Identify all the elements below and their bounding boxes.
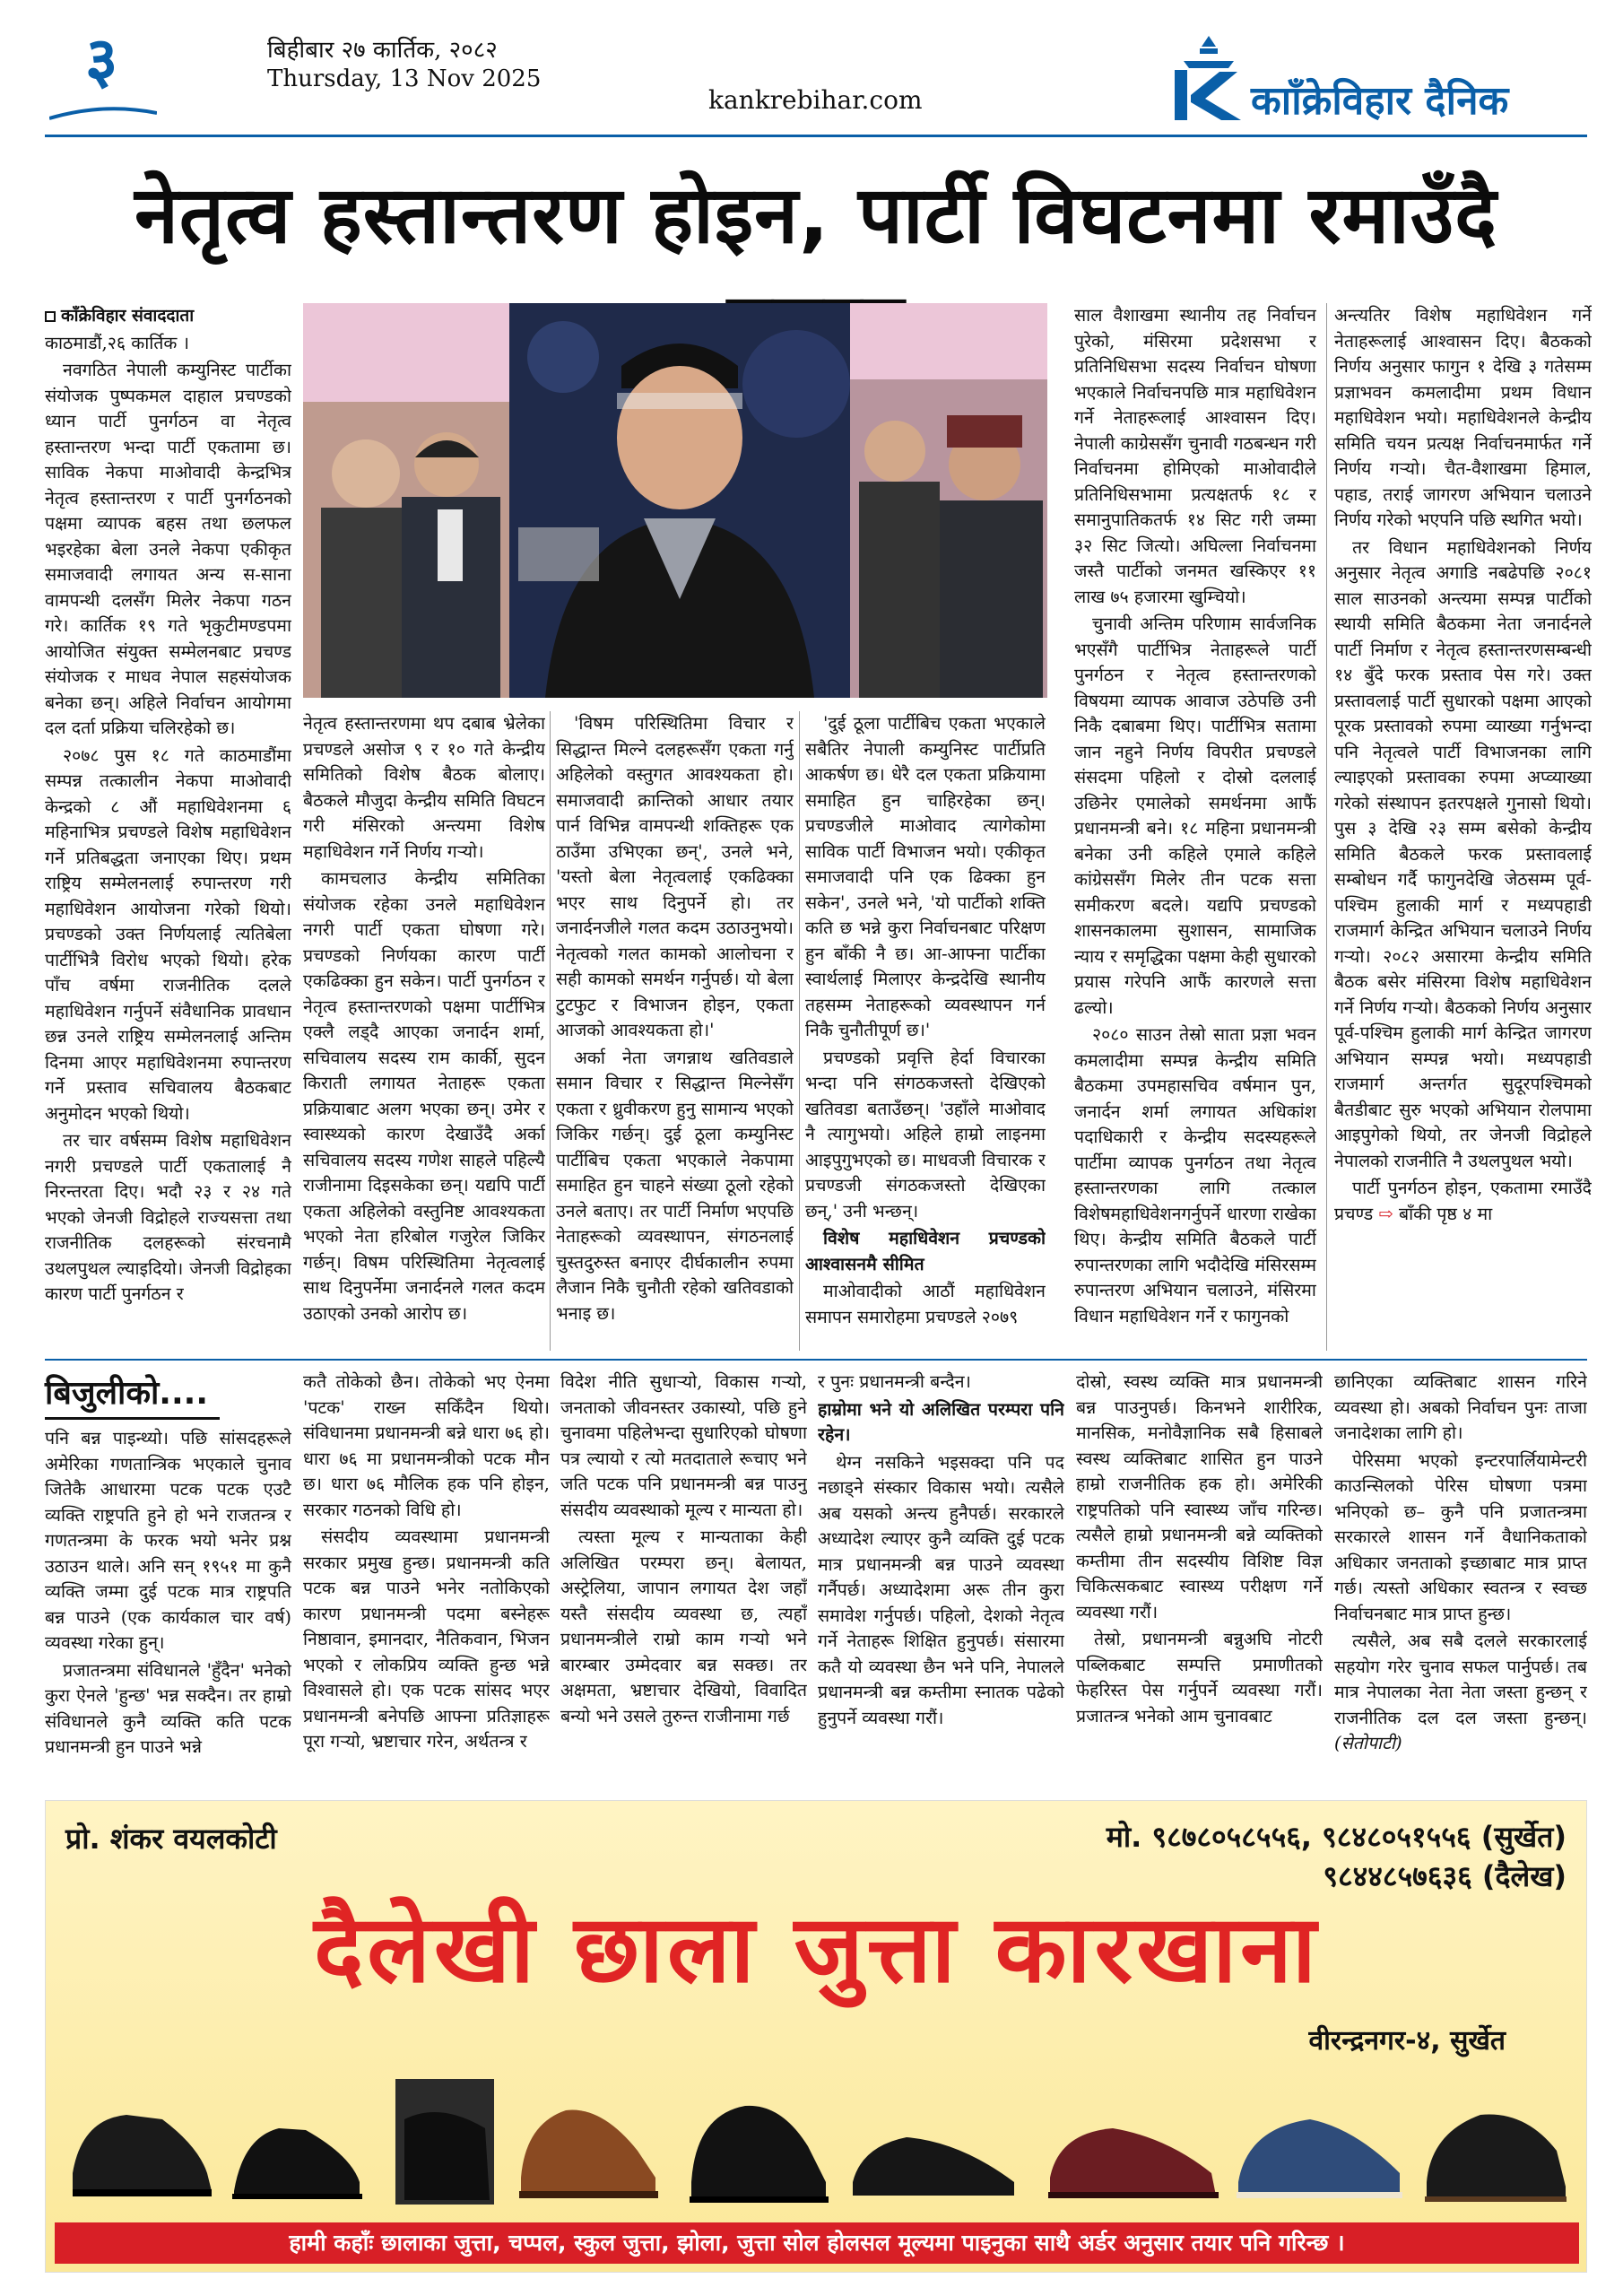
photo-leaders-left [303,402,509,698]
website-link[interactable]: kankrebihar.com [708,85,923,115]
issue-date [267,36,541,93]
bijuli-column-3 [560,1370,807,1796]
paragraph: प्रजातन्त्रमा संविधानले 'हुँदैन' भनेको कुरा ऐनले 'हुन्छ' भन्न सक्दैन। तर हाम्रो संविधानले कुनै व्यक्ति कति पटक प्रधानमन्त्री हुन पाउने भन्ने [45,1659,291,1757]
article-column-4 [805,711,1046,1351]
paragraph: प्रचण्डको प्रवृत्ति हेर्दा विचारका भन्दा पनि संगठकजस्तो देखिएको खतिवडा बताउँछन्। 'उहाँले माओवाद नै त्यागुभयो। अहिले हाम्रो लाइनमा आइपुगुभएको छ। माधवजी विचारक र प्रचण्डजी संगठकजस्तो देखिएका छन्,' उनी भन्छन्। [805,1047,1046,1222]
paragraph: तर विधान महाधिवेशनको निर्णय अनुसार नेतृत्व अगाडि नबढेपछि २०८१ साल साउनको अन्त्यमा सम्पन्न पार्टीको स्थायी समिति बैठकमा नेता जनार्दनले पार्टी निर्माण र नेतृत्व हस्तान्तरणसम्बन्धी १४ बुँदे फरक प्रस्ताव पेस गरे। उक्त प्रस्तावलाई पार्टी सुधारको पक्षमा आएको पूरक प्रस्तावको रुपमा व्याख्या गर्नुभन्दा पनि नेतृत्वले पार्टी विभाजनका लागि ल्याइएको प्रस्तावका रुपमा अप्व्याख्या गरेको संस्थापन इतरपक्षले गुनासो थियो। पुस ३ देखि २३ सम्म बसेको केन्द्रीय समिति बैठकले फरक प्रस्तावलाई सम्बोधन गर्दै फागुनदेखि जेठसम्म पूर्व-पश्चिम हुलाकी मार्ग र मध्यपहाडी राजमार्ग केन्द्रित अभियान चलाउने निर्णय गऱ्यो। २०८२ असारमा केन्द्रीय समिति बैठक बसेर मंसिरमा विशेष महाधिवेशन गर्ने निर्णय गऱ्यो। बैठकको निर्णय अनुसार पूर्व-पश्चिम हुलाकी मार्ग केन्द्रित जागरण अभियान सम्पन्न भयो। मध्यपहाडी राजमार्ग अन्तर्गत सुदूरपश्चिमको बैतडीबाट सुरु भएको अभियान रोलपामा आइपुगेको थियो, तर जेनजी विद्रोहले नेपालको राजनीति नै उथलपुथल भयो। [1334,536,1592,1171]
shoe-icon [853,2137,1014,2196]
date-english: Thursday, 13 Nov 2025 [267,65,542,92]
photo-leaders-right [850,379,1047,698]
article-column-3 [556,711,794,1351]
byline: काँक्रेविहार संवाददाता [45,303,291,329]
paragraph: २०७८ पुस १८ गते काठमाडौंमा सम्पन्न तत्कालीन नेकपा माओवादी केन्द्रको ८ औं महाधिवेशनमा ६ महिनाभित्र प्रचण्डले विशेष महाधिवेशन गर्ने प्रतिबद्धता जनाएका थिए। प्रथम राष्ट्रिय सम्मेलनलाई रुपान्तरण गरी महाधिवेशन आयोजना गरेको थियो। प्रचण्डको उक्त निर्णयलाई त्यतिबेला पार्टीभित्रै विरोध भएको थियो। हरेक पाँच वर्षमा राजनीतिक दलले महाधिवेशन गर्नुपर्ने संवैधानिक प्रावधान छन्न उनले राष्ट्रिय सम्मेलनलाई अन्तिम दिनमा आएर महाधिवेशनमा रुपान्तरण गर्ने प्रस्ताव सचिवालय बैठकबाट अनुमोदन भएको थियो। [45,744,291,1124]
article-photo-block [303,303,1047,698]
shoe-icon [73,2115,212,2196]
main-headline: नेतृत्व हस्तान्तरण होइन, पार्टी विघटनमा रमाउँदै [135,169,1497,261]
paragraph: तेस्रो, प्रधानमन्त्री बन्नुअघि नोटरी पब्लिकबाट सम्पत्ति प्रमाणीतको फेहरिस्त पेस गर्नुपर्ने व्यवस्था गरौं। प्रजातन्त्र भनेको आम चुनावबाट [1076,1629,1323,1726]
paragraph: कतै तोकेको छैन। तोकेको भए ऐनमा 'पटक' राख्न सकिँदैन थियो। संविधानमा प्रधानमन्त्री बन्ने धारा ७६ हो। धारा ७६ मा प्रधानमन्त्रीको पटक मौन छ। धारा ७६ मौलिक हक पनि होइन, सरकार गठनको विधि हो। [303,1371,550,1520]
paragraph: साल वैशाखमा स्थानीय तह निर्वाचन पुरेको, मंसिरमा प्रदेशसभा र प्रतिनिधिसभा सदस्य निर्वाचन घोषणा भएकाले निर्वाचनपछि मात्र महाधिवेशन गर्ने नेताहरूलाई आश्वासन दिए। नेपाली काग्रेससँग चुनावी गठबन्धन गरी निर्वाचनमा होमिएको माओवादीले प्रतिनिधिसभामा प्रत्यक्षतर्फ १८ र समानुपातिकतर्फ १४ सिट गरी जम्मा ३२ सिट जित्यो। अघिल्ला निर्वाचनमा जस्तै पार्टीको जनमत खस्किएर ११ लाख ७५ हजारमा खुम्चियो। [1074,305,1316,607]
bijuli-column-5 [1076,1370,1323,1796]
shoe-icon [1048,2128,1219,2198]
article-column-6 [1334,303,1592,1351]
paragraph: नेतृत्व हस्तान्तरणमा थप दबाब भ्रेलेका प्रचण्डले असोज ९ र १० गते केन्द्रीय समितिको विशेष बैठक बोलाए। बैठकले मौजुदा केन्द्रीय समिति विघटन गरी मंसिरको अन्त्यमा विशेष महाधिवेशन गर्ने निर्णय गऱ्यो। [303,713,545,862]
ad-proprietor: प्रो. शंकर वयलकोटी [65,1822,277,1856]
ad-address: वीरन्द्रनगर-४, सुर्खेत [1308,2025,1506,2057]
page-number: ३ [85,23,118,97]
subheading: हाम्रोमा भने यो अलिखित परम्परा पनि रहेन। [818,1398,1064,1445]
paragraph: संसदीय व्यवस्थामा प्रधानमन्त्री सरकार प्रमुख हुन्छ। प्रधानमन्त्री कति पटक बन्न पाउने भनेर नतोकिएको कारण प्रधानमन्त्री पदमा बस्नेहरू निष्ठावान, इमानदार, नैतिकवान, भिजन भएको र लोकप्रिय व्यक्ति हुन्छ भन्ने विश्वासले हो। एक पटक सांसद भएर प्रधानमन्त्री बनेपछि आफ्ना प्रतिज्ञाहरू पूरा गऱ्यो, भ्रष्टाचार गरेन, अर्थतन्त्र र [303,1526,550,1752]
paragraph: कामचलाउ केन्द्रीय समितिका संयोजक रहेका उनले महाधिवेशन नगरी पार्टी एकता घोषणा गरे। प्रचण्डको निर्णयका कारण पार्टी एकढिक्का हुन सकेन। पार्टी पुनर्गठन र नेतृत्व हस्तान्तरणको पक्षमा पार्टीभित्र एक्लै लड्दै आएका जनार्दन शर्मा, सचिवालय सदस्य राम कार्की, सुदन किराती लगायत नेताहरू एकता प्रक्रियाबाट अलग भएका छन्। उमेर र स्वास्थ्यको कारण देखाउँदै अर्का सचिवालय सदस्य गणेश साहले पहिल्यै राजीनामा दिइसकेका छन्। यद्यपि पार्टी एकता अहिलेको वस्तुनिष्ट आवश्यकता भएको नेता हरिबोल गजुरेल जिकिर गर्छन्। विषम परिस्थितिमा नेतृत्वलाई साथ दिनुपर्नेमा जनार्दनले गलत कदम उठाएको उनको आरोप छ। [303,868,545,1324]
shoe-factory-advertisement [45,1800,1587,2273]
paragraph: विदेश नीति सुधाऱ्यो, विकास गऱ्यो, जनताको जीवनस्तर उकास्यो, पछि हुने चुनावमा पहिलेभन्दा सुधारिएको घोषणा पत्र ल्यायो र त्यो मतदाताले रूचाए भने जति पटक पनि प्रधानमन्त्री बन्न पाउनु संसदीय व्यवस्थाको मूल्य र मान्यता हो। [560,1371,807,1520]
article-column-1 [45,303,291,1351]
page-swoosh-icon [49,106,157,120]
ad-phone-dailekh: ९८४४८५७६३६ (दैलेख) [1323,1859,1567,1893]
bijuli-column-1 [45,1426,291,1796]
header-divider [45,135,1587,137]
shoe-icon [690,2106,829,2203]
subheading: विशेष महाधिवेशन प्रचण्डको आश्वासनमै सीमित [805,1228,1046,1274]
source-credit: (सेतोपाटी) [1334,1733,1402,1753]
paragraph: 'विषम परिस्थितिमा विचार र सिद्धान्त मिल्ने दलहरूसँग एकता गर्नु अहिलेको वस्तुगत आवश्यकता हो। समाजवादी क्रान्तिको आधार तयार पार्न विभिन्न वामपन्थी शक्तिहरू एक ठाउँमा उभिएका छन्', उनले भने, 'यस्तो बेला नेतृत्वलाई एकढिक्का भएर साथ दिनुपर्ने हो। तर जनार्दनजीले गलत कदम उठाउनुभयो। नेतृत्वको गलत कामको आलोचना र सही कामको समर्थन गर्नुपर्छ। यो बेला टुटफुट र विभाजन होइन, एकता आजको आवश्यकता हो।' [556,713,794,1040]
bullet-square-icon [45,311,56,322]
continued-link[interactable]: बाँकी पृष्ठ ४ मा [1398,1203,1493,1224]
paragraph: त्यस्ता मूल्य र मान्यताका केही अलिखित परम्परा छन्। बेलायत, अस्ट्रेलिया, जापान लगायत देश जहाँ यस्तै संसदीय व्यवस्था छ, त्यहाँ प्रधानमन्त्रीले राम्रो काम गऱ्यो भने बारम्बार उम्मेदवार बन्न सक्छ। तर अक्षमता, भ्रष्टाचार देखियो, विवादित बन्यो भने उसले तुरुन्त राजीनामा गर्छ [560,1526,807,1726]
paragraph: छानिएका व्यक्तिबाट शासन गरिने व्यवस्था हो। अबको निर्वाचन पुनः ताजा जनादेशका लागि हो। [1334,1371,1587,1443]
section-divider [45,1359,1587,1361]
shoe-icon [519,2110,658,2198]
bijuli-column-2 [303,1370,550,1796]
paragraph: अन्त्यतिर विशेष महाधिवेशन गर्ने नेताहरूलाई आश्वासन दिए। बैठकको निर्णय अनुसार फागुन १ देखि ३ गतेसम्म प्रज्ञाभवन कमलादीमा प्रथम विधान महाधिवेशन भयो। महाधिवेशनले केन्द्रीय समिति चयन प्रत्यक्ष निर्वाचनमार्फत गर्ने निर्णय गऱ्यो। चैत-वैशाखमा हिमाल, पहाड, तराई जागरण अभियान चलाउने निर्णय गरेको भएपनि पछि स्थगित भयो। [1334,305,1592,530]
shoe-icon [1237,2119,1402,2198]
paragraph: माओवादीको आठौं महाधिवेशन समापन समारोहमा प्रचण्डले २०७९ [805,1281,1046,1327]
paragraph: पनि बन्न पाइन्थ्यो। पछि सांसदहरूले अमेरिका गणतान्त्रिक भएकाले चुनाव जितेकै आधारमा पटक पटक एउटै व्यक्ति राष्ट्रपति हुने हो भने राजतन्त्र र गणतन्त्रमा के फरक भयो भनेर प्रश्न उठाउन थाले। अनि सन् १९५१ मा कुनै व्यक्ति जम्मा दुई पटक मात्र राष्ट्रपति बन्न पाउने (एक कार्यकाल चार वर्ष) व्यवस्था गरेका हुन्। [45,1428,291,1653]
kankrebihar-logo-icon [1166,34,1251,124]
paragraph: २०८० साउन तेस्रो साता प्रज्ञा भवन कमलादीमा सम्पन्न केन्द्रीय समिति बैठकमा उपमहासचिव वर्षमान पुन, जनार्दन शर्मा लगायत अधिकांश पदाधिकारी र केन्द्रीय सदस्यहरूले पार्टीमा व्यापक पुनर्गठन तथा नेतृत्व हस्तान्तरणका लागि तत्काल विशेषमहाधिवेशनगर्नुपर्ने धारणा राखेका थिए। केन्द्रीय समिति बैठकले पार्टी रुपान्तरणका लागि भदौदेखि मंसिरसम्म रुपान्तरण अभियान चलाउने, मंसिरमा विधान महाधिवेशन गर्ने र फागुनको [1074,1024,1316,1326]
photo-prachanda-speaking [509,303,850,698]
main-article [45,303,1592,1351]
masthead [0,0,1623,135]
shoe-icon [232,2128,362,2199]
column-divider [799,711,800,1351]
paragraph: दोस्रो, स्वस्थ व्यक्ति मात्र प्रधानमन्त्री बन्न पाउनुपर्छ। किनभने शारीरिक, मानसिक, मनोवैज्ञानिक सबै हिसाबले स्वस्थ व्यक्तिबाट शासित हुन पाउने हाम्रो राजनीतिक हक हो। अमेरिकी राष्ट्रपतिको पनि स्वास्थ्य जाँच गरिन्छ। त्यसैले हाम्रो प्रधानमन्त्री बन्ने व्यक्तिको कम्तीमा तीन सदस्यीय विशिष्ट विज्ञ चिकित्सकबाट स्वास्थ्य परीक्षण गर्ने व्यवस्था गरौं। [1076,1371,1323,1622]
bijuli-heading: बिजुलीको.... [45,1370,220,1420]
column-divider [550,711,551,1351]
paragraph: र पुनः प्रधानमन्त्री बन्दैन। [818,1371,971,1392]
ad-title: दैलेखी छाला जुत्ता कारखाना [314,1894,1320,2004]
paragraph: तर चार वर्षसम्म विशेष महाधिवेशन नगरी प्रचण्डले पार्टी एकतालाई नै निरन्तरता दिए। भदौ २३ र २४ गते भएको जेनजी विद्रोहले राज्यसत्ता तथा राजनीतिक दलहरूको संरचनामै उथलपुथल ल्याइदियो। जेनजी विद्रोहका कारण पार्टी पुनर्गठन र [45,1130,291,1304]
column-divider [1326,303,1327,1351]
dateline: काठमाडौं,२६ कार्तिक । [45,332,189,353]
article-column-5 [1074,303,1316,1351]
shoe-icon [1425,2115,1567,2203]
ad-phone-surkhet: मो. ९८७८०५८५५६, ९८४८०५१५५६ (सुर्खेत) [1106,1820,1567,1854]
bijuli-column-6 [1334,1370,1587,1796]
shoe-product-images [64,2066,1570,2213]
newspaper-name: कााँक्रेविहार दैनिक [1251,78,1509,124]
article-column-2 [303,711,545,1351]
paragraph: नवगठित नेपाली कम्युनिस्ट पार्टीका संयोजक पुष्पकमल दाहाल प्रचण्डको ध्यान पार्टी पुनर्गठन वा नेतृत्व हस्तान्तरण भन्दा पार्टी एकतामा छ। साविक नेकपा माओवादी केन्द्रभित्र नेतृत्व हस्तान्तरण र पार्टी पुनर्गठनको पक्षमा व्यापक बहस तथा छलफल भइरहेका बेला उनले नेकपा एकीकृत समाजवादी लगायत अन्य स-साना वामपन्थी दलसँग मिलेर नेकपा गठन गरे। कार्तिक १९ गते भृकुटीमण्डपमा आयोजित संयुक्त सम्मेलनबाट प्रचण्ड संयोजक र माधव नेपाल सहसंयोजक बनेका छन्। अहिले निर्वाचन आयोगमा दल दर्ता प्रक्रिया चलिरहेको छ। [45,360,291,738]
paragraph: त्यसैले, अब सबै दलले सरकारलाई सहयोग गरेर चुनाव सफल पार्नुपर्छ। तब मात्र नेपालका नेता नेता जस्ता हुन्छन् र राजनीतिक दल दल जस्ता हुन्छन्। (सेतोपाटी) [1334,1631,1587,1753]
ad-footer-bar: हामी कहाँः छालाका जुत्ता, चप्पल, स्कुल जुत्ता, झोला, जुत्ता सोल होलसल मूल्यमा पाइनुका साथै अर्डर अनुसार तयार पनि गरिन्छ । [55,2222,1579,2264]
date-nepali: बिहीबार २७ कार्तिक, २०८२ [267,37,498,64]
shoe-icon [395,2079,494,2205]
paragraph: चुनावी अन्तिम परिणाम सार्वजनिक भएसँगै पार्टीभित्र नेताहरूले पार्टी पुनर्गठन र नेतृत्व हस्तान्तरणको विषयमा व्यापक आवाज उठेपछि उनी निकै दबाबमा थिए। पार्टीभित्र सतामा जान नहुने निर्णय विपरीत प्रचण्डले संसदमा पहिलो र दोस्रो दललाई उछिनेर एमालेको समर्थनमा आफैं प्रधानमन्त्री बने। १८ महिना प्रधानमन्त्री बनेका उनी कहिले एमाले कहिले कांग्रेससँग मिलेर तीन पटक सत्ता समीकरण बदले। यद्यपि प्रचण्डको शासनकालमा सुशासन, सामाजिक न्याय र समृद्धिका पक्षमा केही सुधारको प्रयास गरेपनि आफैं कारणले सत्ता ढल्यो। [1074,613,1316,1018]
arrow-right-icon: ⇨ [1378,1203,1393,1224]
paragraph: 'दुई ठूला पार्टीबिच एकता भएकाले सबैतिर नेपाली कम्युनिस्ट पार्टीप्रति आकर्षण छ। धेरै दल एकता प्रक्रियामा समाहित हुन चाहिरहेका छन्। प्रचण्डजीले माओवाद त्यागेकोमा साविक पार्टी विभाजन भयो। एकीकृत समाजवादी पनि एक ढिक्का हुन सकेन', उनले भने, 'यो पार्टीको शक्ति कति छ भन्ने कुरा निर्वाचनबाट परिक्षण हुन बाँकी नै छ। आ-आफ्ना पार्टीका स्वार्थलाई मिलाएर केन्द्रदेखि स्थानीय तहसम्म नेताहरूको व्यवस्थापन गर्न निकै चुनौतीपूर्ण छ।' [805,713,1046,1040]
bijuli-column-4 [818,1370,1064,1796]
paragraph: पेरिसमा भएको इन्टरपार्लियामेन्टरी काउन्सिलको पेरिस घोषणा पत्रमा भनिएको छ– कुनै पनि प्रजातन्त्रमा सरकारले शासन गर्ने वैधानिकताको अधिकार जनताको इच्छाबाट मात्र प्राप्त गर्छ। त्यस्तो अधिकार स्वतन्त्र र स्वच्छ निर्वाचनबाट मात्र प्राप्त हुन्छ। [1334,1449,1587,1624]
paragraph: पार्टी पुनर्गठन होइन, एकतामा रमाउँदै प्रचण्ड ⇨ बाँकी पृष्ठ ४ मा [1334,1178,1592,1224]
paragraph: थेग्न नसकिने भइसक्दा पनि पद नछाड्ने संस्कार विकास भयो। त्यसैले अब यसको अन्त्य हुनैपर्छ। सरकारले अध्यादेश ल्याएर कुनै व्यक्ति दुई पटक मात्र प्रधानमन्त्री बन्न पाउने व्यवस्था गर्नैपर्छ। अध्यादेशमा अरू तीन कुरा समावेश गर्नुपर्छ। पहिलो, देशको नेतृत्व गर्ने नेताहरू शिक्षित हुनुपर्छ। संसारमा कतै यो व्यवस्था छैन भने पनि, नेपालले प्रधानमन्त्री बन्न कम्तीमा स्नातक पढेको हुनुपर्ने व्यवस्था गरौं। [818,1451,1064,1728]
paragraph: अर्का नेता जगन्नाथ खतिवडाले समान विचार र सिद्धान्त मिल्नेसँग एकता र ध्रुवीकरण हुनु सामान्य भएको जिकिर गर्छन्। दुई ठूला कम्युनिस्ट पार्टीबिच एकता भएकाले नेकपामा समाहित हुन चाहने संख्या ठूलो रहेको उनले बताए। तर पार्टी निर्माण भएपछि नेताहरूको व्यवस्थापन, संगठनलाई चुस्तदुरुस्त बनाएर दीर्घकालीन रुपमा लैजान निकै चुनौती रहेको खतिवडाको भनाइ छ। [556,1047,794,1324]
